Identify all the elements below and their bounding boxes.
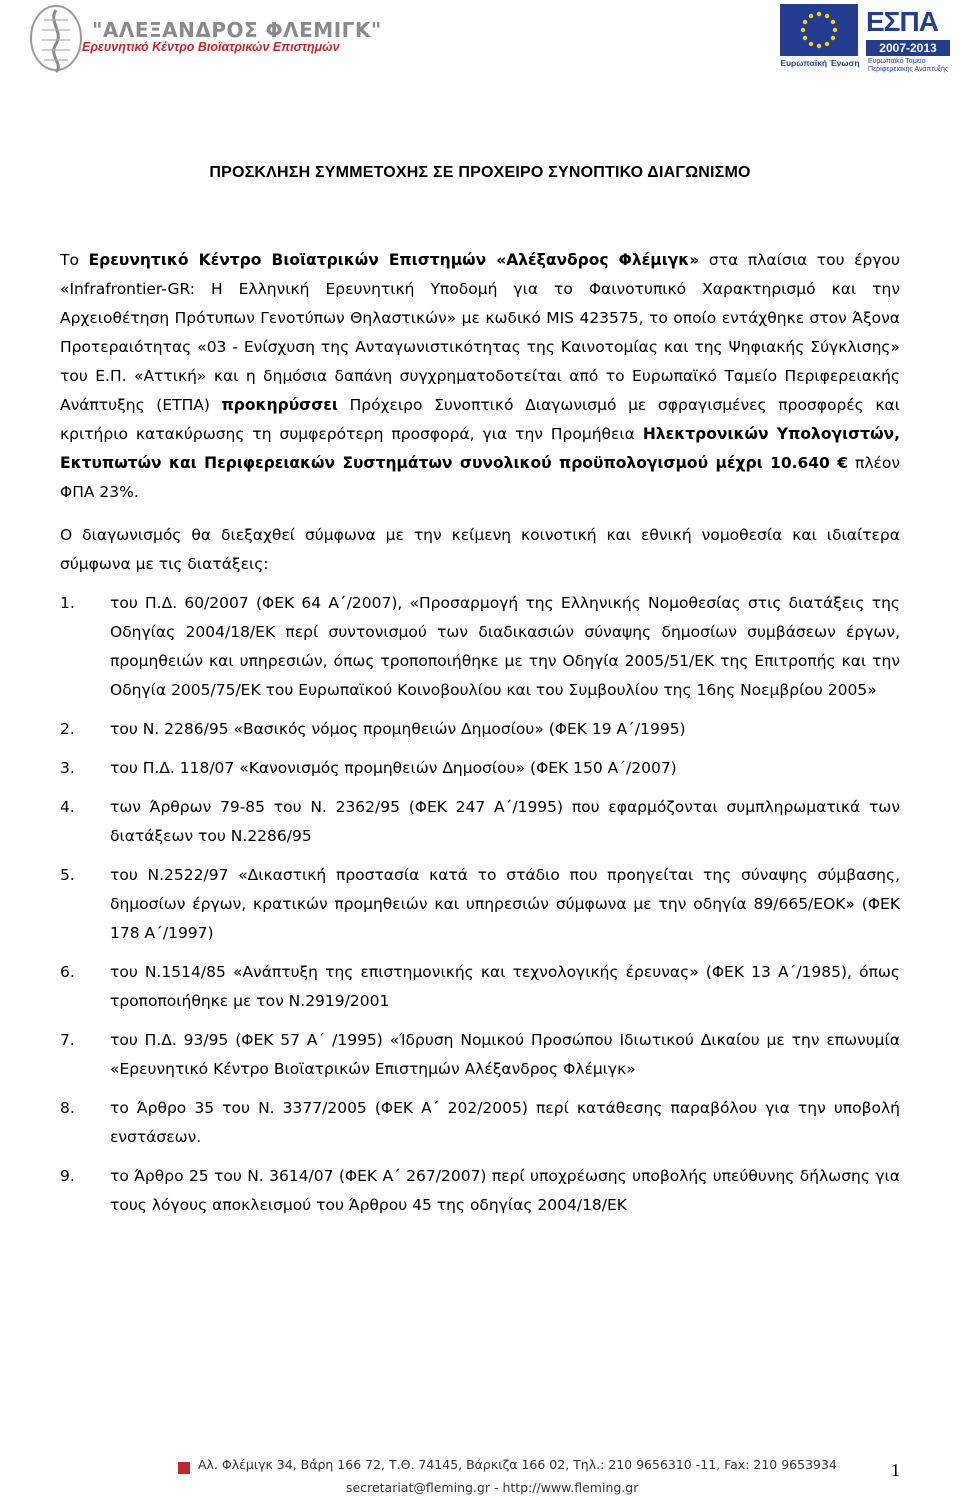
list-item — [60, 589, 900, 705]
list-item — [60, 793, 900, 851]
bullet-square-icon — [178, 1462, 190, 1474]
espa-logo — [780, 4, 952, 76]
page-header — [0, 0, 960, 110]
intro-paragraph — [60, 246, 900, 507]
page-footer — [0, 1456, 960, 1507]
list-item-number: 8. — [60, 1099, 75, 1117]
list-item — [60, 715, 900, 744]
eu-caption: Ευρωπαϊκή Ένωση — [780, 58, 860, 68]
list-item-text: του Ν. 2286/95 «Βασικός νόμος προμηθειών Δημοσίου» (ΦΕΚ 19 Α΄/1995) — [110, 720, 686, 738]
list-item-text: το Άρθρο 35 του Ν. 3377/2005 (ΦΕΚ Α΄ 202/2005) περί κατάθεσης παραβόλου για την υποβολή ενστάσεων. — [110, 1099, 900, 1146]
list-item-text: του Π.Δ. 118/07 «Κανονισμός προμηθειών Δημοσίου» (ΦΕΚ 150 Α΄/2007) — [110, 759, 677, 777]
list-item-number: 1. — [60, 594, 75, 612]
espa-caption: Ευρωπαϊκό Ταμείο Περιφερειακής Ανάπτυξης — [868, 58, 949, 73]
list-item — [60, 861, 900, 948]
org-subtitle: Ερευνητικό Κέντρο Βιοϊατρικών Επιστημών — [82, 40, 340, 54]
list-item-text: των Άρθρων 79-85 του Ν. 2362/95 (ΦΕΚ 247 Α΄/1995) που εφαρμόζονται συμπληρωματικά των διατάξεων του Ν.2286/95 — [110, 798, 900, 845]
list-item-text: το Άρθρο 25 του Ν. 3614/07 (ΦΕΚ Α΄ 267/2007) περί υποχρέωσης υποβολής υπεύθυνης δήλωσης για τους λόγους αποκλεισμού του Άρθρου 45 της οδηγίας 2004/18/ΕΚ — [110, 1167, 900, 1214]
legal-basis-paragraph: Ο διαγωνισμός θα διεξαχθεί σύμφωνα με την κείμενη κοινοτική και εθνική νομοθεσία και ιδιαίτερα σύμφωνα με τις διατάξεις: — [60, 526, 900, 573]
budget-amount: 10.640 € — [770, 454, 849, 472]
list-item — [60, 1026, 900, 1084]
fleming-logo-icon — [26, 2, 86, 78]
list-item-number: 4. — [60, 798, 75, 816]
list-item-text: του Π.Δ. 93/95 (ΦΕΚ 57 Α΄ /1995) «Ίδρυση Νομικού Προσώπου Ιδιωτικού Δικαίου με την επωνυμία «Ερευνητικό Κέντρο Βιοϊατρικών Επιστημών Αλέξανδρος Φλέμιγκ» — [110, 1031, 900, 1078]
list-item-number: 7. — [60, 1031, 75, 1049]
list-item-number: 3. — [60, 759, 75, 777]
intro-text-b: στα πλαίσια του έργου «Infrafrontier-GR: Η Ελληνική Ερευνητική Υποδομή για το Φαινοτυπικό Χαρακτηρισμό και την Αρχειοθέτηση Πρότυπων Γενοτύπων Θηλαστικών» με κωδικό MIS 423575, το οποίο εντάχθηκε στον Άξονα Προτεραιότητας «03 - Ενίσχυση της Ανταγωνιστικότητας της Καινοτομίας και της Ψηφιακής Σύγκλισης» του Ε.Π. «Αττική» και η δημόσια δαπάνη συγχρηματοδοτείται από το Ευρωπαϊκό Ταμείο Περιφερειακής Ανάπτυξης (ΕΤΠΑ) — [60, 251, 900, 414]
intro-text-c: Πρόχειρο Συνοπτικό Διαγωνισμό με σφραγισμένες προσφορές και κριτήριο κατακύρωσης τη συμφερότερη προσφορά, για την Προμήθεια — [60, 396, 900, 443]
org-full-name: Ερευνητικό Κέντρο Βιοϊατρικών Επιστημών «Αλέξανδρος Φλέμιγκ» — [88, 251, 700, 269]
list-item-text: του Ν.2522/97 «Δικαστική προστασία κατά το στάδιο που προηγείται της σύναψης σύμβασης, δημοσίων έργων, κρατικών προμηθειών και υπηρεσιών σύμφωνα με την οδηγία 89/665/ΕΟΚ» (ΦΕΚ 178 Α΄/1997) — [110, 866, 900, 942]
espa-wordmark: ΕΣΠΑ — [866, 6, 938, 37]
page-number: 1 — [891, 1460, 900, 1480]
procurement-subject: Ηλεκτρονικών Υπολογιστών, Εκτυπωτών και Περιφερειακών Συστημάτων συνολικού προϋπολογισμού μέχρι — [60, 425, 900, 472]
list-item-number: 6. — [60, 963, 75, 981]
announce-word: προκηρύσσει — [221, 396, 338, 414]
list-item — [60, 754, 900, 783]
page-title: ΠΡΟΣΚΛΗΣΗ ΣΥΜΜΕΤΟΧΗΣ ΣΕ ΠΡΟΧΕΙΡΟ ΣΥΝΟΠΤΙΚΟ ΔΙΑΓΩΝΙΣΜΟ — [209, 164, 751, 181]
provisions-list — [60, 589, 900, 1220]
list-item — [60, 1162, 900, 1220]
list-item-number: 5. — [60, 866, 75, 884]
org-name: "ΑΛΕΞΑΝΔΡΟΣ ΦΛΕΜΙΓΚ" — [92, 18, 382, 42]
document-body — [60, 246, 900, 1230]
intro-text-d: πλέον ΦΠΑ 23%. — [60, 454, 901, 501]
list-item — [60, 958, 900, 1016]
list-item-number: 2. — [60, 720, 75, 738]
list-item-number: 9. — [60, 1167, 75, 1185]
list-item — [60, 1094, 900, 1152]
list-item-text: του Π.Δ. 60/2007 (ΦΕΚ 64 Α΄/2007), «Προσαρμογή της Ελληνικής Νομοθεσίας στις διατάξεις της Οδηγίας 2004/18/ΕΚ περί συντονισμού των διαδικασιών σύναψης δημοσίων συμβάσεων έργων, προμηθειών και υπηρεσιών, όπως τροποποιήθηκε με την Οδηγία 2005/51/ΕΚ της Επιτροπής και την Οδηγία 2005/75/ΕΚ του Ευρωπαϊκού Κοινοβουλίου και του Συμβουλίου της 16ης Νοεμβρίου 2005» — [110, 594, 900, 699]
footer-contact: secretariat@fleming.gr - http://www.fleming.gr — [346, 1480, 639, 1495]
espa-years: 2007-2013 — [866, 40, 950, 56]
intro-text-a: Το — [60, 251, 89, 269]
eu-flag-icon — [780, 4, 858, 56]
list-item-text: του Ν.1514/85 «Ανάπτυξη της επιστημονικής και τεχνολογικής έρευνας» (ΦΕΚ 13 Α΄/1985), όπως τροποποιήθηκε με τον Ν.2919/2001 — [110, 963, 900, 1010]
footer-address: Αλ. Φλέμιγκ 34, Βάρη 166 72, Τ.Θ. 74145, Βάρκιζα 166 02, Τηλ.: 210 9656310 -11, Fax: 210 9653934 — [198, 1457, 837, 1472]
